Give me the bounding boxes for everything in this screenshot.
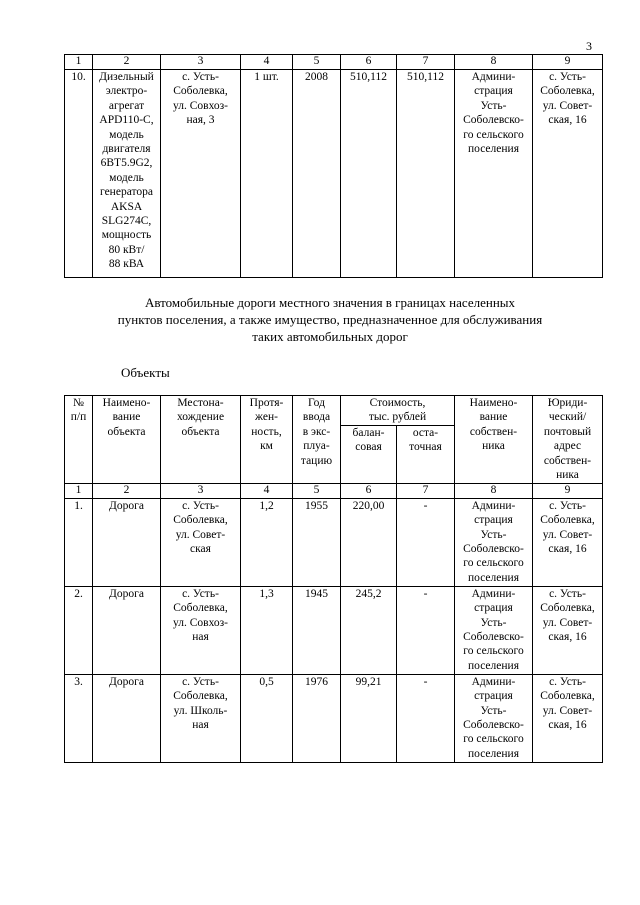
column-number: 1 — [65, 483, 93, 498]
header-row — [65, 396, 603, 426]
row-number: 1. — [65, 498, 93, 586]
header-year: Год ввода в экс- плуа- тацию — [293, 396, 341, 484]
column-number: 6 — [341, 55, 397, 70]
owner-name: Админи- страция Усть- Соболевско- го сельского поселения — [455, 70, 533, 278]
commissioning-year: 1955 — [293, 498, 341, 586]
header-cost: Стоимость, тыс. рублей — [341, 396, 455, 426]
table-row — [65, 674, 603, 762]
column-number: 2 — [93, 55, 161, 70]
owner-address: с. Усть- Соболевка, ул. Совет- ская, 16 — [533, 586, 603, 674]
owner-address: с. Усть- Соболевка, ул. Совет- ская, 16 — [533, 674, 603, 762]
column-number-row — [65, 483, 603, 498]
column-number: 8 — [455, 55, 533, 70]
object-location: с. Усть- Соболевка, ул. Совхоз- ная, 3 — [161, 70, 241, 278]
object-location: с. Усть- Соболевка, ул. Совхоз- ная — [161, 586, 241, 674]
table-row — [65, 586, 603, 674]
object-name: Дизельный электро- агрегат APD110-C, модель двигателя 6BT5.9G2, модель генератора AKSA SLG274C, мощность 80 кВт/ 88 кВА — [93, 70, 161, 278]
header-name: Наимено- вание объекта — [93, 396, 161, 484]
column-number: 5 — [293, 483, 341, 498]
balance-value: 99,21 — [341, 674, 397, 762]
object-location: с. Усть- Соболевка, ул. Совет- ская — [161, 498, 241, 586]
object-quantity: 1 шт. — [241, 70, 293, 278]
commissioning-year: 1976 — [293, 674, 341, 762]
residual-value: - — [397, 674, 455, 762]
road-length: 0,5 — [241, 674, 293, 762]
commissioning-year: 1945 — [293, 586, 341, 674]
column-number: 6 — [341, 483, 397, 498]
header-residual: оста- точная — [397, 425, 455, 483]
column-number-row — [65, 55, 603, 70]
header-length: Протя- жен- ность, км — [241, 396, 293, 484]
commissioning-year: 2008 — [293, 70, 341, 278]
row-number: 3. — [65, 674, 93, 762]
column-number: 9 — [533, 483, 603, 498]
balance-value: 510,112 — [341, 70, 397, 278]
column-number: 5 — [293, 55, 341, 70]
table-row — [65, 498, 603, 586]
owner-name: Админи- страция Усть- Соболевско- го сельского поселения — [455, 586, 533, 674]
row-number: 10. — [65, 70, 93, 278]
column-number: 4 — [241, 55, 293, 70]
owner-address: с. Усть- Соболевка, ул. Совет- ская, 16 — [533, 70, 603, 278]
residual-value: 510,112 — [397, 70, 455, 278]
header-location: Местона- хождение объекта — [161, 396, 241, 484]
owner-name: Админи- страция Усть- Соболевско- го сельского поселения — [455, 674, 533, 762]
object-name: Дорога — [93, 498, 161, 586]
roads-table — [64, 395, 603, 763]
continuation-table — [64, 54, 603, 278]
object-name: Дорога — [93, 674, 161, 762]
road-length: 1,3 — [241, 586, 293, 674]
residual-value: - — [397, 498, 455, 586]
row-number: 2. — [65, 586, 93, 674]
column-number: 3 — [161, 483, 241, 498]
column-number: 1 — [65, 55, 93, 70]
column-number: 7 — [397, 55, 455, 70]
residual-value: - — [397, 586, 455, 674]
column-number: 9 — [533, 55, 603, 70]
object-name: Дорога — [93, 586, 161, 674]
header-address: Юриди- ческий/ почтовый адрес собствен- ника — [533, 396, 603, 484]
column-number: 2 — [93, 483, 161, 498]
table-row — [65, 70, 603, 278]
header-number: № п/п — [65, 396, 93, 484]
header-owner: Наимено- вание собствен- ника — [455, 396, 533, 484]
object-location: с. Усть- Соболевка, ул. Школь- ная — [161, 674, 241, 762]
objects-label: Объекты — [121, 365, 170, 380]
owner-name: Админи- страция Усть- Соболевско- го сельского поселения — [455, 498, 533, 586]
column-number: 3 — [161, 55, 241, 70]
column-number: 7 — [397, 483, 455, 498]
balance-value: 245,2 — [341, 586, 397, 674]
column-number: 4 — [241, 483, 293, 498]
road-length: 1,2 — [241, 498, 293, 586]
page-number: 3 — [586, 39, 592, 53]
header-balance: балан- совая — [341, 425, 397, 483]
section-heading: Автомобильные дороги местного значения в границах населенных пунктов поселения, а также имущество, предназначенное для обслуживания таких автомобильных дорог — [117, 295, 543, 344]
owner-address: с. Усть- Соболевка, ул. Совет- ская, 16 — [533, 498, 603, 586]
balance-value: 220,00 — [341, 498, 397, 586]
column-number: 8 — [455, 483, 533, 498]
